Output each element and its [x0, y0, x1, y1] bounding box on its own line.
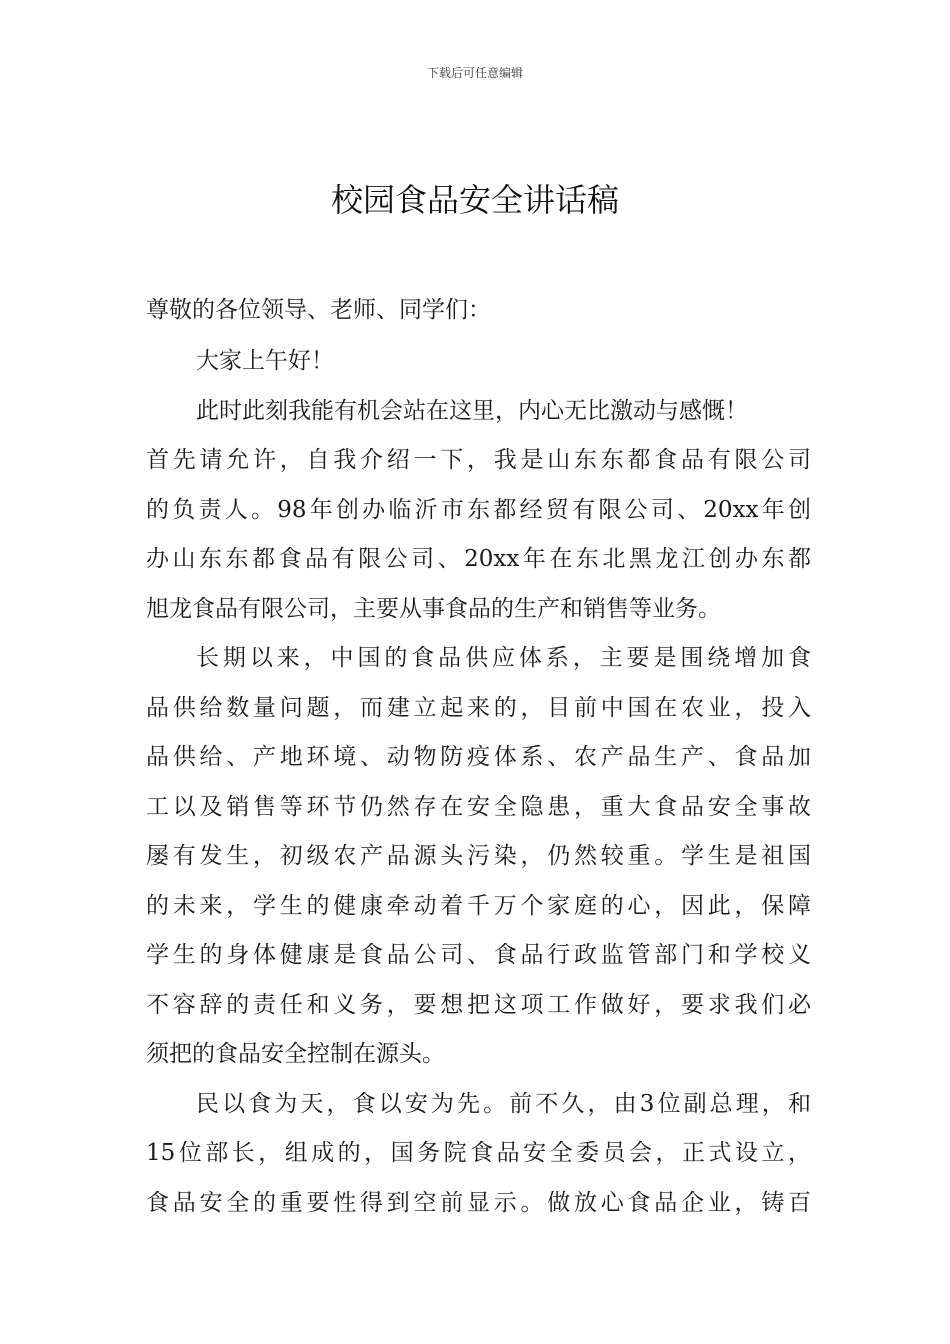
header-note: 下载后可任意编辑: [426, 66, 523, 80]
paragraph-line: 须把的食品安全控制在源头。: [146, 1041, 445, 1067]
paragraph-line: 食品安全的重要性得到空前显示。做放心食品企业，铸百: [146, 1189, 811, 1216]
paragraph-line: 长期以来，中国的食品供应体系，主要是围绕增加食: [196, 645, 811, 671]
paragraph-line: 工以及销售等环节仍然存在安全隐患，重大食品安全事故: [146, 793, 811, 820]
paragraph-line: 的未来，学生的健康牵动着千万个家庭的心，因此，保障: [146, 892, 811, 919]
paragraph-line: 民以食为天，食以安为先。前不久，由3位副总理，和: [196, 1090, 811, 1117]
paragraph: [146, 387, 811, 635]
paragraph-line: 首先请允许，自我介绍一下，我是山东东都食品有限公司: [146, 447, 811, 473]
paragraph-line: 品供给、产地环境、动物防疫体系、农产品生产、食品加: [146, 744, 811, 770]
paragraph-line: 办山东东都食品有限公司、20xx年在东北黑龙江创办东都: [146, 546, 811, 572]
greeting: 大家上午好！: [196, 348, 334, 374]
page-title: 校园食品安全讲话稿: [330, 181, 619, 219]
paragraph-line: 此时此刻我能有机会站在这里，内心无比激动与感慨！: [196, 397, 748, 424]
paragraph-line: 旭龙食品有限公司，主要从事食品的生产和销售等业务。: [146, 595, 721, 622]
paragraph-line: 屡有发生，初级农产品源头污染，仍然较重。学生是祖国: [146, 843, 811, 869]
paragraph: [146, 634, 811, 1080]
salutation: 尊敬的各位领导、老师、同学们：: [146, 297, 491, 323]
paragraph-line: 学生的身体健康是食品公司、食品行政监管部门和学校义: [146, 942, 811, 968]
paragraph-line: 的负责人。98年创办临沂市东都经贸有限公司、20xx年创: [146, 496, 811, 523]
paragraph-line: 不容辞的责任和义务，要想把这项工作做好，要求我们必: [146, 991, 811, 1018]
document-body: [146, 283, 811, 1228]
paragraph: [146, 1080, 811, 1229]
paragraph-line: 15位部长，组成的，国务院食品安全委员会，正式设立，: [146, 1140, 811, 1166]
paragraph-line: 品供给数量问题，而建立起来的，目前中国在农业，投入: [146, 694, 811, 721]
